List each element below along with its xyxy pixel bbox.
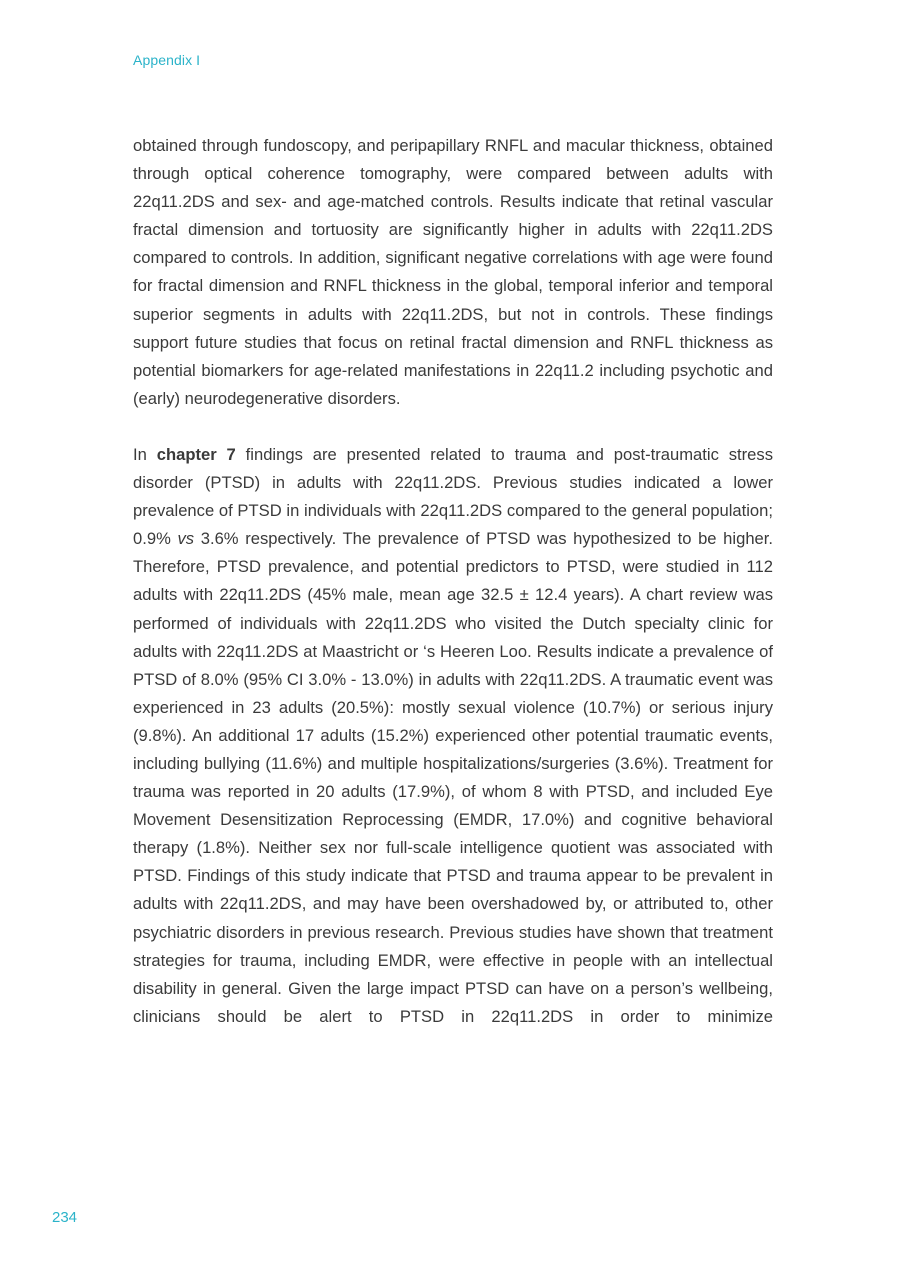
paragraph-text-part1: findings are presented related to trauma and post-traumatic stress disorder (PTSD) in adults with 22q11.2DS. Previous studies indicated a lower prevalence of PTSD in individuals with 22q11.2DS compared to the general population; 0.9% [133,444,774,549]
page-number: 234 [52,1209,78,1226]
versus-abbreviation: vs [177,529,195,549]
chapter-reference: chapter 7 [156,444,236,464]
paragraph-lead: In [133,444,157,464]
paragraph-chapter-7 [133,441,773,1031]
paragraph-text-part2: 3.6% respectively. The prevalence of PTSD was hypothesized to be higher. Therefore, PTSD prevalence, and potential predictors to PTSD, were studied in 112 adults with 22q11.2DS (45% male, mean age 32.5 ± 12.4 years). A chart review was performed of individuals with 22q11.2DS who visited the Dutch specialty clinic for adults with 22q11.2DS at Maastricht or ‘s Heeren Loo. Results indicate a prevalence of PTSD of 8.0% (95% CI 3.0% - 13.0%) in adults with 22q11.2DS. A traumatic event was experienced in 23 adults (20.5%): mostly sexual violence (10.7%) or serious injury (9.8%). An additional 17 adults (15.2%) experienced other potential traumatic events, including bullying (11.6%) and multiple hospitalizations/surgeries (3.6%). Treatment for trauma was reported in 20 adults (17.9%), of whom 8 with PTSD, and included Eye Movement Desensitization Reprocessing (EMDR, 17.0%) and cognitive behavioral therapy (1.8%). Neither sex nor full-scale intelligence quotient was associated with PTSD. Findings of this study indicate that PTSD and trauma appear to be prevalent in adults with 22q11.2DS, and may have been overshadowed by, or attributed to, other psychiatric disorders in previous research. Previous studies have shown that treatment strategies for trauma, including EMDR, were effective in people with an intellectual disability in general. Given the large impact PTSD can have on a person’s wellbeing, clinicians should be alert to PTSD in 22q11.2DS in order to minimize [133,529,773,1026]
paragraph-retinal-findings: obtained through fundoscopy, and peripapillary RNFL and macular thickness, obtained through optical coherence tomography, were compared between adults with 22q11.2DS and sex- and age-matched controls. Results indicate that retinal vascular fractal dimension and tortuosity are significantly higher in adults with 22q11.2DS compared to controls. In addition, significant negative correlations with age were found for fractal dimension and RNFL thickness in the global, temporal inferior and temporal superior segments in adults with 22q11.2DS, but not in controls. These findings support future studies that focus on retinal fractal dimension and RNFL thickness as potential biomarkers for age-related manifestations in 22q11.2 including psychotic and (early) neurodegenerative disorders. [133,136,773,408]
body-text [133,132,773,1031]
running-header: Appendix I [133,52,201,68]
